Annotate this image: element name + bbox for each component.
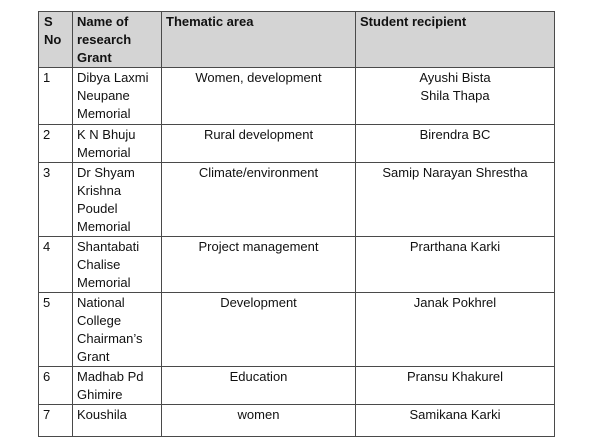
student-name: Janak Pokhrel [413,295,497,310]
table-row [39,125,555,163]
header-sno: S No [39,12,73,68]
student-name: Prarthana Karki [409,239,501,254]
cell-grant-name: K N Bhuju Memorial [73,125,162,163]
table-row [39,405,555,437]
table-header [39,12,555,68]
cell-grant-name: Madhab Pd Ghimire [73,367,162,405]
student-name: Samikana Karki [409,407,501,422]
cell-sno: 7 [39,405,73,437]
student-name: Ayushi Bista [419,70,491,85]
header-grant-name: Name of research Grant [73,12,162,68]
cell-student-recipient [356,68,555,125]
table-row [39,237,555,293]
cell-student-recipient [356,125,555,163]
cell-sno: 1 [39,68,73,125]
student-name: Shila Thapa [420,88,490,103]
cell-grant-name: Shantabati Chalise Memorial [73,237,162,293]
cell-thematic-area: Climate/environment [162,163,356,237]
student-name: Birendra BC [419,127,491,142]
research-grants-table [38,11,555,437]
student-name: Pransu Khakurel [406,369,504,384]
cell-thematic-area: Development [162,293,356,367]
table-row [39,163,555,237]
grants-table-container [38,11,554,437]
cell-thematic-area: Rural development [162,125,356,163]
cell-sno: 4 [39,237,73,293]
table-row [39,367,555,405]
cell-sno: 6 [39,367,73,405]
header-student-recipient: Student recipient [356,12,555,68]
cell-sno: 2 [39,125,73,163]
table-row [39,68,555,125]
cell-grant-name: Dr Shyam Krishna Poudel Memorial [73,163,162,237]
table-row [39,293,555,367]
cell-sno: 3 [39,163,73,237]
header-thematic-area: Thematic area [162,12,356,68]
cell-grant-name: Koushila [73,405,162,437]
table-body [39,68,555,437]
cell-thematic-area: Women, development [162,68,356,125]
cell-student-recipient [356,163,555,237]
cell-grant-name: National College Chairman’s Grant [73,293,162,367]
cell-student-recipient [356,237,555,293]
header-row [39,12,555,68]
cell-thematic-area: Education [162,367,356,405]
cell-thematic-area: Project management [162,237,356,293]
cell-sno: 5 [39,293,73,367]
cell-student-recipient [356,293,555,367]
cell-student-recipient [356,367,555,405]
student-name: Samip Narayan Shrestha [382,165,528,180]
cell-student-recipient [356,405,555,437]
cell-thematic-area: women [162,405,356,437]
cell-grant-name: Dibya Laxmi Neupane Memorial [73,68,162,125]
